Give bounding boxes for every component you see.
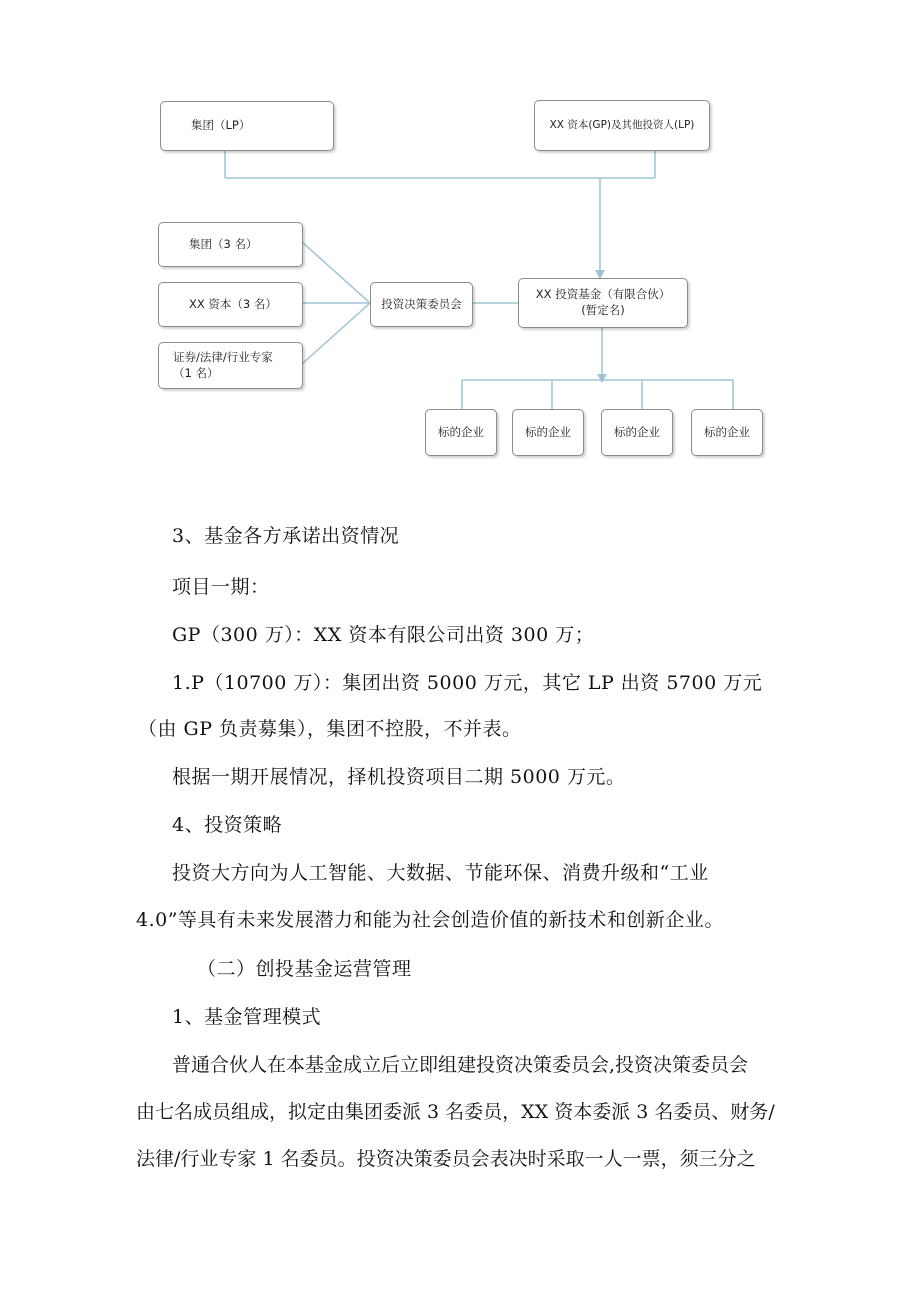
- text-phase-two: 根据一期开展情况，择机投资项目二期 5000 万元。: [172, 766, 626, 788]
- text-lp-contribution: 1.P（10700 万）：集团出资 5000 万元，其它 LP 出资 5700 万元: [172, 672, 763, 694]
- box-fund-line2: (暂定名): [581, 303, 625, 317]
- target-label: 标的企业: [525, 424, 571, 439]
- box-xx-3: [158, 282, 303, 327]
- box-expert-1: [158, 342, 303, 389]
- box-group-3-label: 集团（3 名）: [189, 236, 258, 251]
- text-management-2: 由七名成员组成，拟定由集团委派 3 名委员，XX 资本委派 3 名委员、财务/: [136, 1101, 775, 1123]
- heading-management-mode: 1、基金管理模式: [172, 1006, 322, 1028]
- heading-strategy: 4、投资策略: [172, 814, 283, 836]
- text-management-3: 法律/行业专家 1 名委员。投资决策委员会表决时采取一人一票，须三分之: [136, 1148, 756, 1170]
- text-strategy: 投资大方向为人工智能、大数据、节能环保、消费升级和“工业: [172, 862, 709, 884]
- text-management-1: 普通合伙人在本基金成立后立即组建投资决策委员会,投资决策委员会: [172, 1054, 749, 1076]
- box-target-4: [691, 409, 763, 456]
- connector-group3-committee: [302, 242, 370, 303]
- box-target-2: [512, 409, 584, 456]
- heading-operation: （二）创投基金运营管理: [197, 958, 412, 980]
- text-strategy-cont: 4.0”等具有未来发展潜力和能为社会创造价值的新技术和创新企业。: [136, 909, 724, 931]
- box-xx-3-label: XX 资本（3 名）: [189, 296, 277, 311]
- heading-contribution: 3、基金各方承诺出资情况: [172, 525, 400, 547]
- box-expert-1-label: 证券/法律/行业专家（1 名）: [173, 349, 273, 380]
- text-gp-contribution: GP（300 万）：XX 资本有限公司出资 300 万；: [172, 624, 595, 646]
- text-lp-contribution-cont: （由 GP 负责募集），集团不控股，不并表。: [138, 718, 522, 740]
- text-phase-one: 项目一期：: [172, 576, 270, 598]
- arrow-to-targets: [597, 374, 607, 383]
- box-group-lp: [160, 101, 334, 151]
- box-fund-line1: XX 投资基金（有限合伙）: [535, 287, 671, 302]
- box-target-3: [601, 409, 673, 456]
- org-diagram-connectors: [0, 0, 920, 480]
- box-group-3: [158, 222, 303, 267]
- target-label: 标的企业: [614, 424, 660, 439]
- box-target-1: [425, 409, 497, 456]
- box-xx-gp-lp-label: XX 资本(GP)及其他投资人(LP): [549, 119, 695, 132]
- box-group-lp-label: 集团（LP）: [191, 118, 251, 133]
- box-committee: [370, 282, 473, 327]
- box-xx-gp-lp: [534, 100, 710, 151]
- target-label: 标的企业: [704, 424, 750, 439]
- box-fund: [518, 278, 688, 328]
- box-committee-label: 投资决策委员会: [381, 296, 462, 311]
- target-label: 标的企业: [438, 424, 484, 439]
- connector-expert-committee: [302, 303, 370, 364]
